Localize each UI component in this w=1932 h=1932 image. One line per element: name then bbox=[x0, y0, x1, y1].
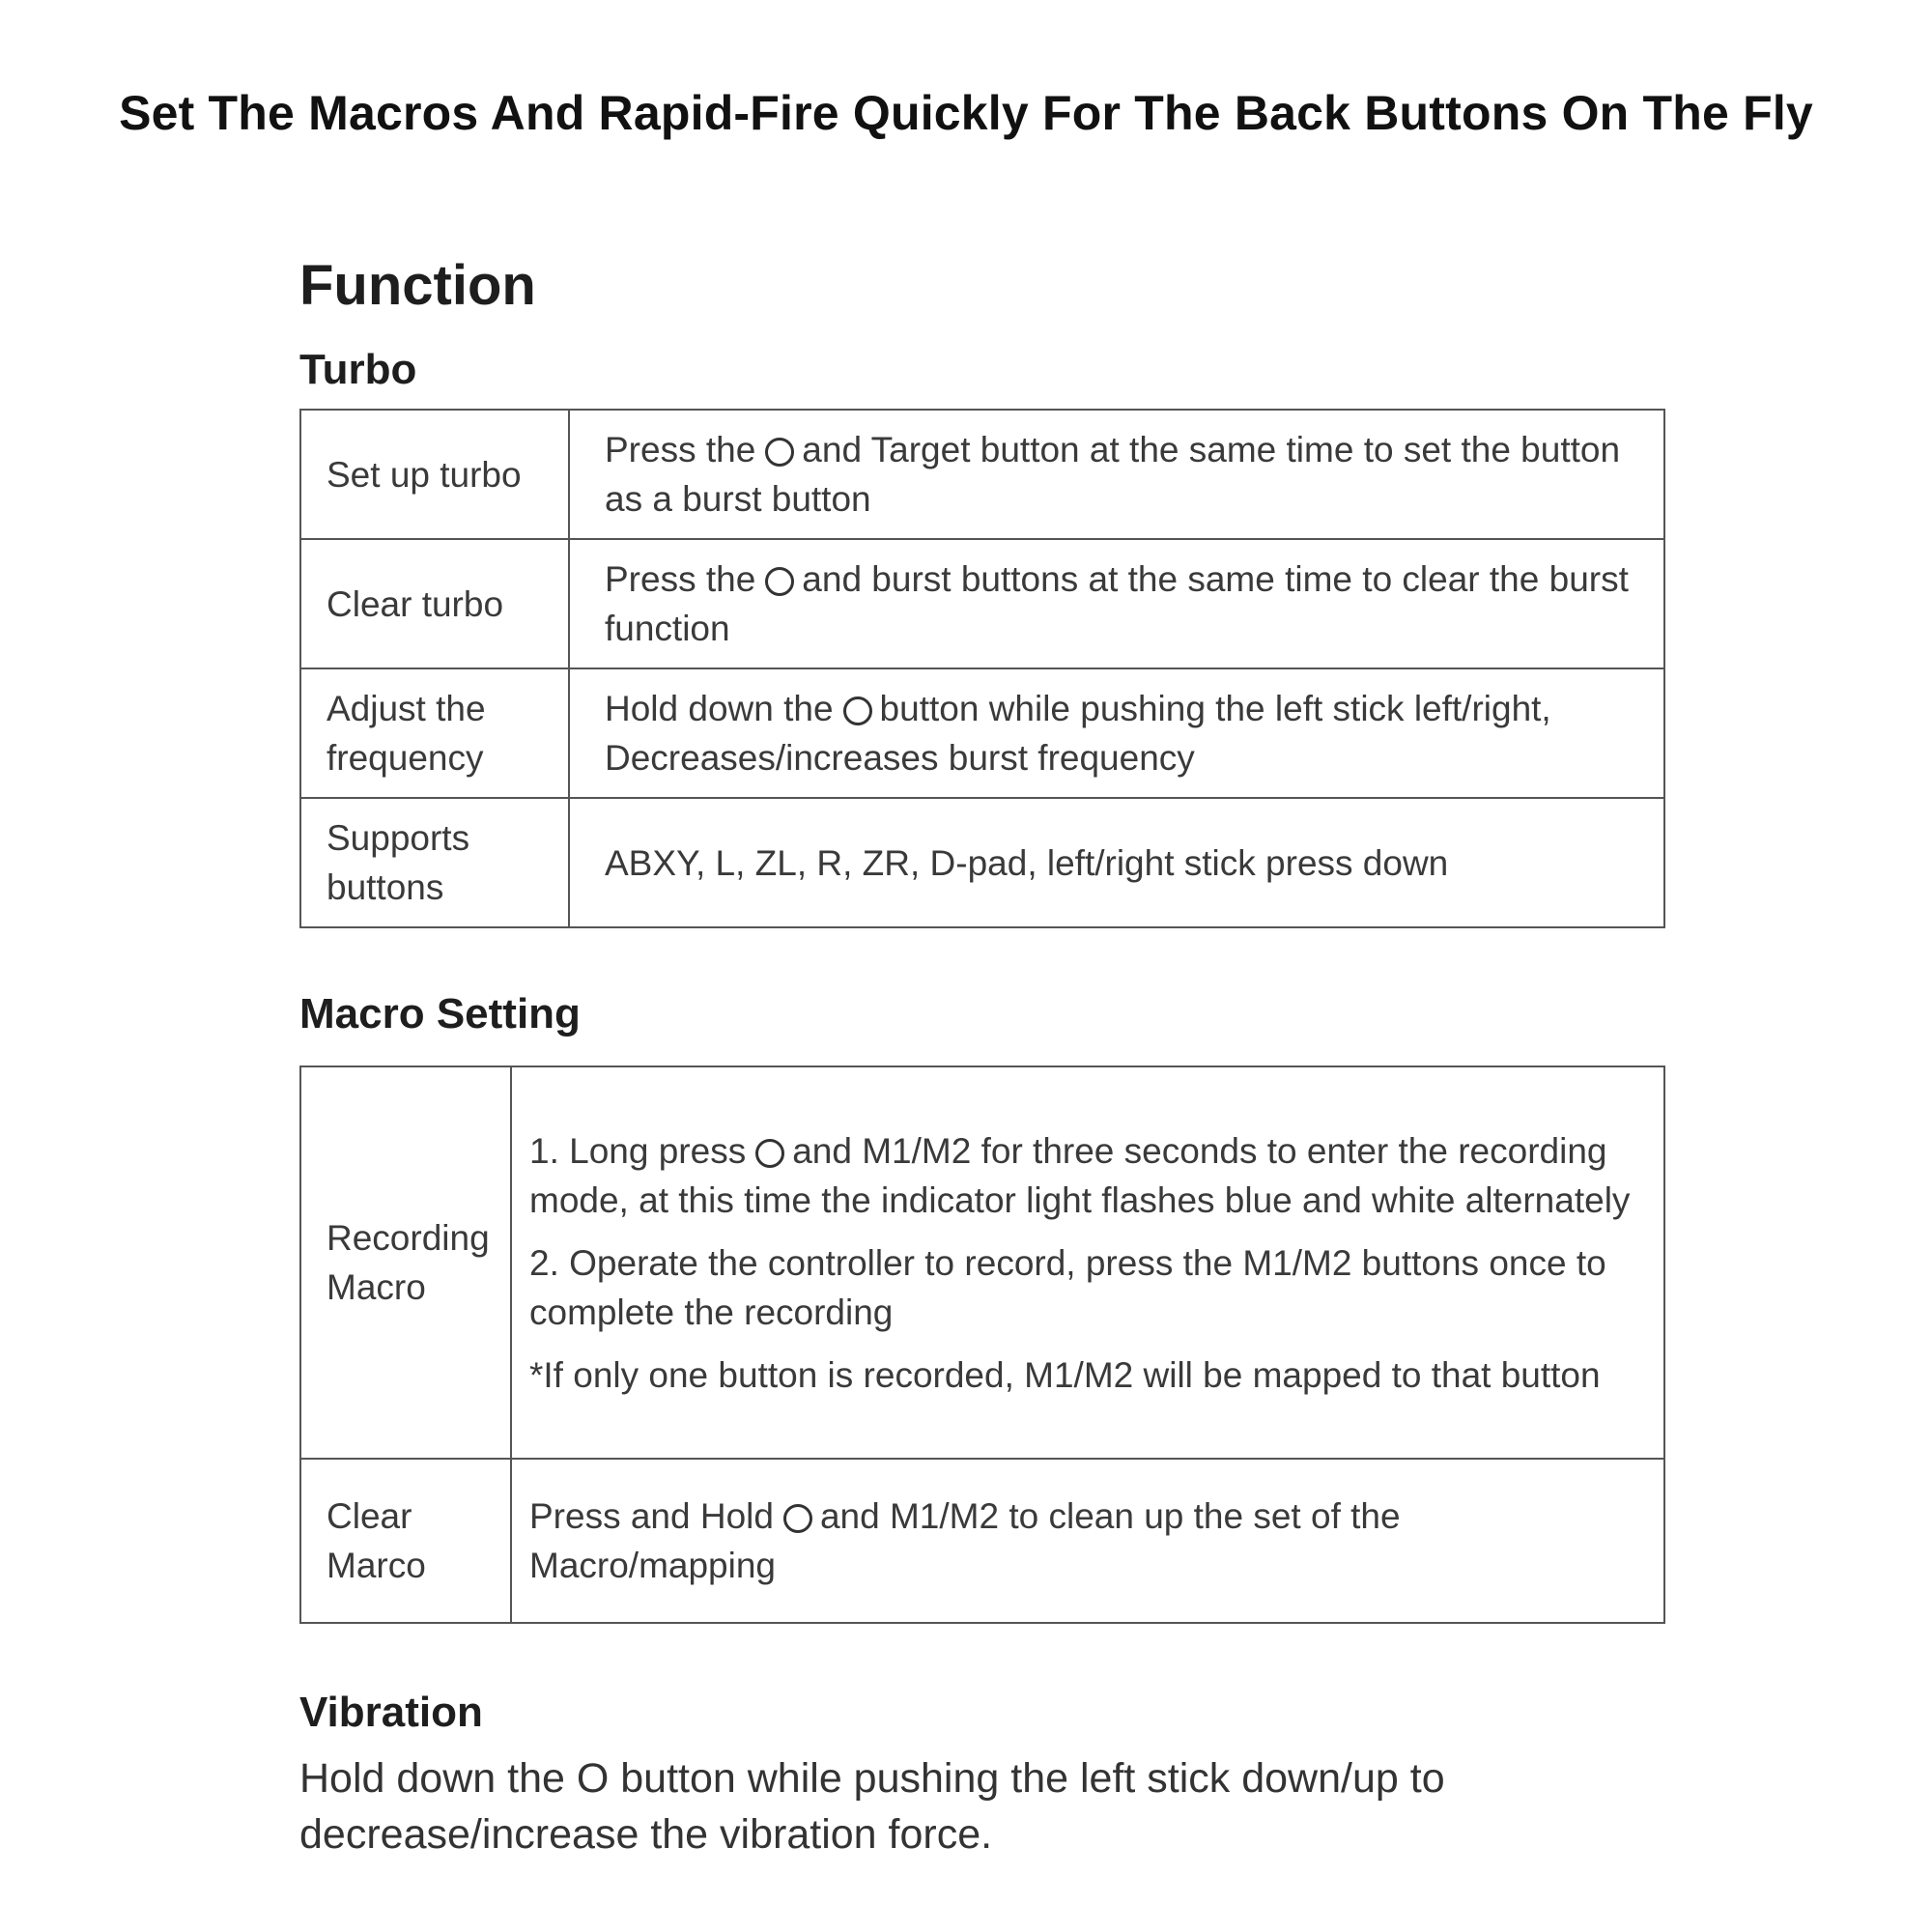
row-label: Recording Macro bbox=[300, 1066, 511, 1459]
vibration-heading: Vibration bbox=[299, 1689, 483, 1736]
recording-note: *If only one button is recorded, M1/M2 will be mapped to that button bbox=[529, 1354, 1601, 1395]
row-label: Clear Marco bbox=[300, 1459, 511, 1623]
row-description: ABXY, L, ZL, R, ZR, D-pad, left/right stick press down bbox=[569, 798, 1664, 927]
row-description bbox=[511, 1459, 1664, 1623]
row-label: Set up turbo bbox=[300, 410, 569, 539]
turbo-heading: Turbo bbox=[299, 346, 417, 393]
circle-button-icon bbox=[765, 567, 794, 596]
desc-text: and M1/M2 to clean up the set of the Macro/mapping bbox=[529, 1496, 1401, 1585]
desc-text: and M1/M2 for three seconds to enter the recording mode, at this time the indicator light flashes blue and white alternately bbox=[529, 1130, 1631, 1220]
recording-step-1 bbox=[529, 1126, 1650, 1225]
row-description bbox=[569, 539, 1664, 668]
macro-table bbox=[299, 1065, 1665, 1624]
desc-text: and Target button at the same time to set the button as a burst button bbox=[605, 430, 1621, 519]
circle-button-icon bbox=[843, 696, 872, 725]
desc-text: Press the bbox=[605, 559, 756, 599]
desc-text: Press the bbox=[605, 430, 756, 469]
table-row bbox=[300, 668, 1664, 798]
table-row bbox=[300, 1066, 1664, 1459]
recording-step-2: 2. Operate the controller to record, press the M1/M2 buttons once to complete the recording bbox=[529, 1242, 1606, 1332]
row-description bbox=[511, 1066, 1664, 1459]
vibration-text: Hold down the O button while pushing the left stick down/up to decrease/increase the vibration force. bbox=[299, 1755, 1445, 1858]
macro-heading: Macro Setting bbox=[299, 990, 581, 1037]
desc-text: Hold down the bbox=[605, 689, 834, 728]
row-label: Supports buttons bbox=[300, 798, 569, 927]
desc-text: 1. Long press bbox=[529, 1130, 747, 1171]
table-row bbox=[300, 410, 1664, 539]
circle-button-icon bbox=[765, 438, 794, 467]
row-description bbox=[569, 668, 1664, 798]
table-row bbox=[300, 798, 1664, 927]
desc-text: button while pushing the left stick left/right, Decreases/increases burst frequency bbox=[605, 689, 1551, 778]
row-label: Adjust the frequency bbox=[300, 668, 569, 798]
desc-text: and burst buttons at the same time to clear the burst function bbox=[605, 559, 1629, 648]
turbo-table bbox=[299, 409, 1665, 928]
function-heading: Function bbox=[299, 254, 536, 317]
circle-button-icon bbox=[755, 1139, 784, 1168]
table-row bbox=[300, 1459, 1664, 1623]
page-title: Set The Macros And Rapid-Fire Quickly For The Back Buttons On The Fly bbox=[119, 86, 1813, 140]
row-description bbox=[569, 410, 1664, 539]
circle-button-icon bbox=[783, 1504, 812, 1533]
desc-text: Press and Hold bbox=[529, 1496, 774, 1536]
table-row bbox=[300, 539, 1664, 668]
row-label: Clear turbo bbox=[300, 539, 569, 668]
